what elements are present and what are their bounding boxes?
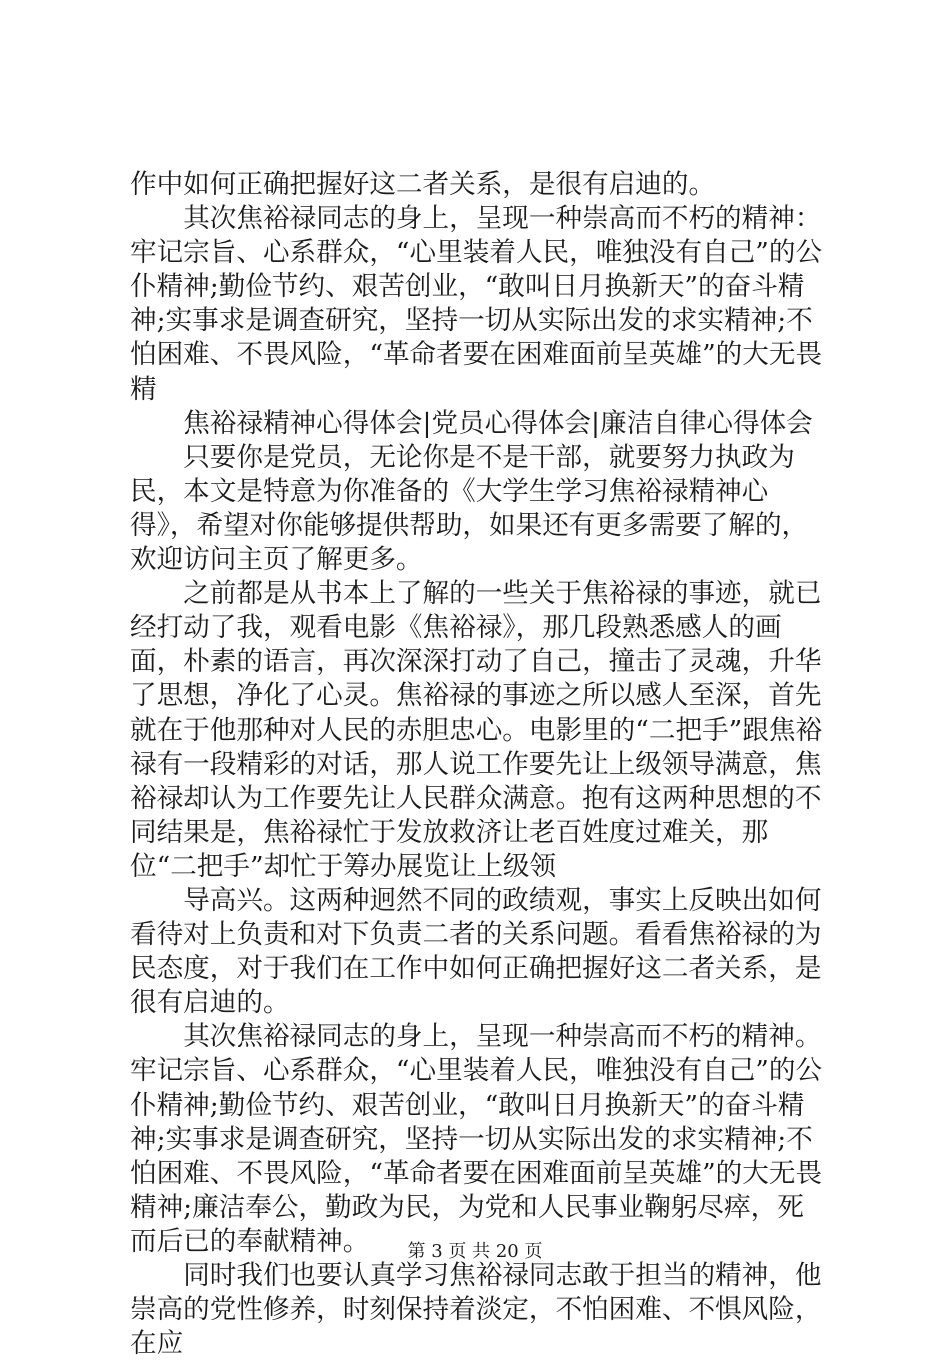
- page-footer: 第 3 页 共 20 页: [407, 1241, 543, 1262]
- paragraph: 导高兴。这两种迥然不同的政绩观，事实上反映出如何看待对上负责和对下负责二者的关系问题。看看焦裕禄的为民态度，对于我们在工作中如何正确把握好这二者关系，是很有启迪的。: [130, 884, 822, 1019]
- section-heading: 焦裕禄精神心得体会|党员心得体会|廉洁自律心得体会: [183, 407, 813, 439]
- paragraph: 作中如何正确把握好这二者关系，是很有启迪的。: [130, 169, 716, 200]
- paragraph: 同时我们也要认真学习焦裕禄同志敢于担当的精神，他崇高的党性修养，时刻保持着淡定，不怕困难、不惧风险，在应: [130, 1260, 822, 1360]
- paragraph: 只要你是党员，无论你是不是干部，就要努力执政为民，本文是特意为你准备的《大学生学习焦裕禄精神心得》，希望对你能够提供帮助，如果还有更多需要了解的，欢迎访问主页了解更多。: [130, 441, 809, 576]
- paragraph: 其次焦裕禄同志的身上，呈现一种崇高而不朽的精神：牢记宗旨、心系群众，“心里装着人民，唯独没有自己”的公仆精神;勤俭节约、艰苦创业，“敢叫日月换新天”的奋斗精神;实事求是调查研究，坚持一切从实际出发的求实精神;不怕困难、不畏风险，“革命者要在困难面前呈英雄”的大无畏精: [130, 203, 823, 405]
- paragraph: 之前都是从书本上了解的一些关于焦裕禄的事迹，就已经打动了我，观看电影《焦裕禄》，那几段熟悉感人的画面，朴素的语言，再次深深打动了自己，撞击了灵魂，升华了思想，净化了心灵。焦裕禄的事迹之所以感人至深，首先就在于他那种对人民的赤胆忠心。电影里的“二把手”跟焦裕禄有一段精彩的对话，那人说工作要先让上级领导满意，焦裕禄却认为工作要先让人民群众满意。抱有这两种思想的不同结果是，焦裕禄忙于发放救济让老百姓度过难关，那位“二把手”却忙于筹办展览让上级领: [130, 578, 823, 882]
- body-text: [130, 168, 830, 1361]
- paragraph: 其次焦裕禄同志的身上，呈现一种崇高而不朽的精神。牢记宗旨、心系群众，“心里装着人民，唯独没有自己”的公仆精神;勤俭节约、艰苦创业，“敢叫日月换新天”的奋斗精神;实事求是调查研究，坚持一切从实际出发的求实精神;不怕困难、不畏风险，“革命者要在困难面前呈英雄”的大无畏精神;廉洁奉公，勤政为民，为党和人民事业鞠躬尽瘁，死而后已的奉献精神。: [130, 1021, 823, 1257]
